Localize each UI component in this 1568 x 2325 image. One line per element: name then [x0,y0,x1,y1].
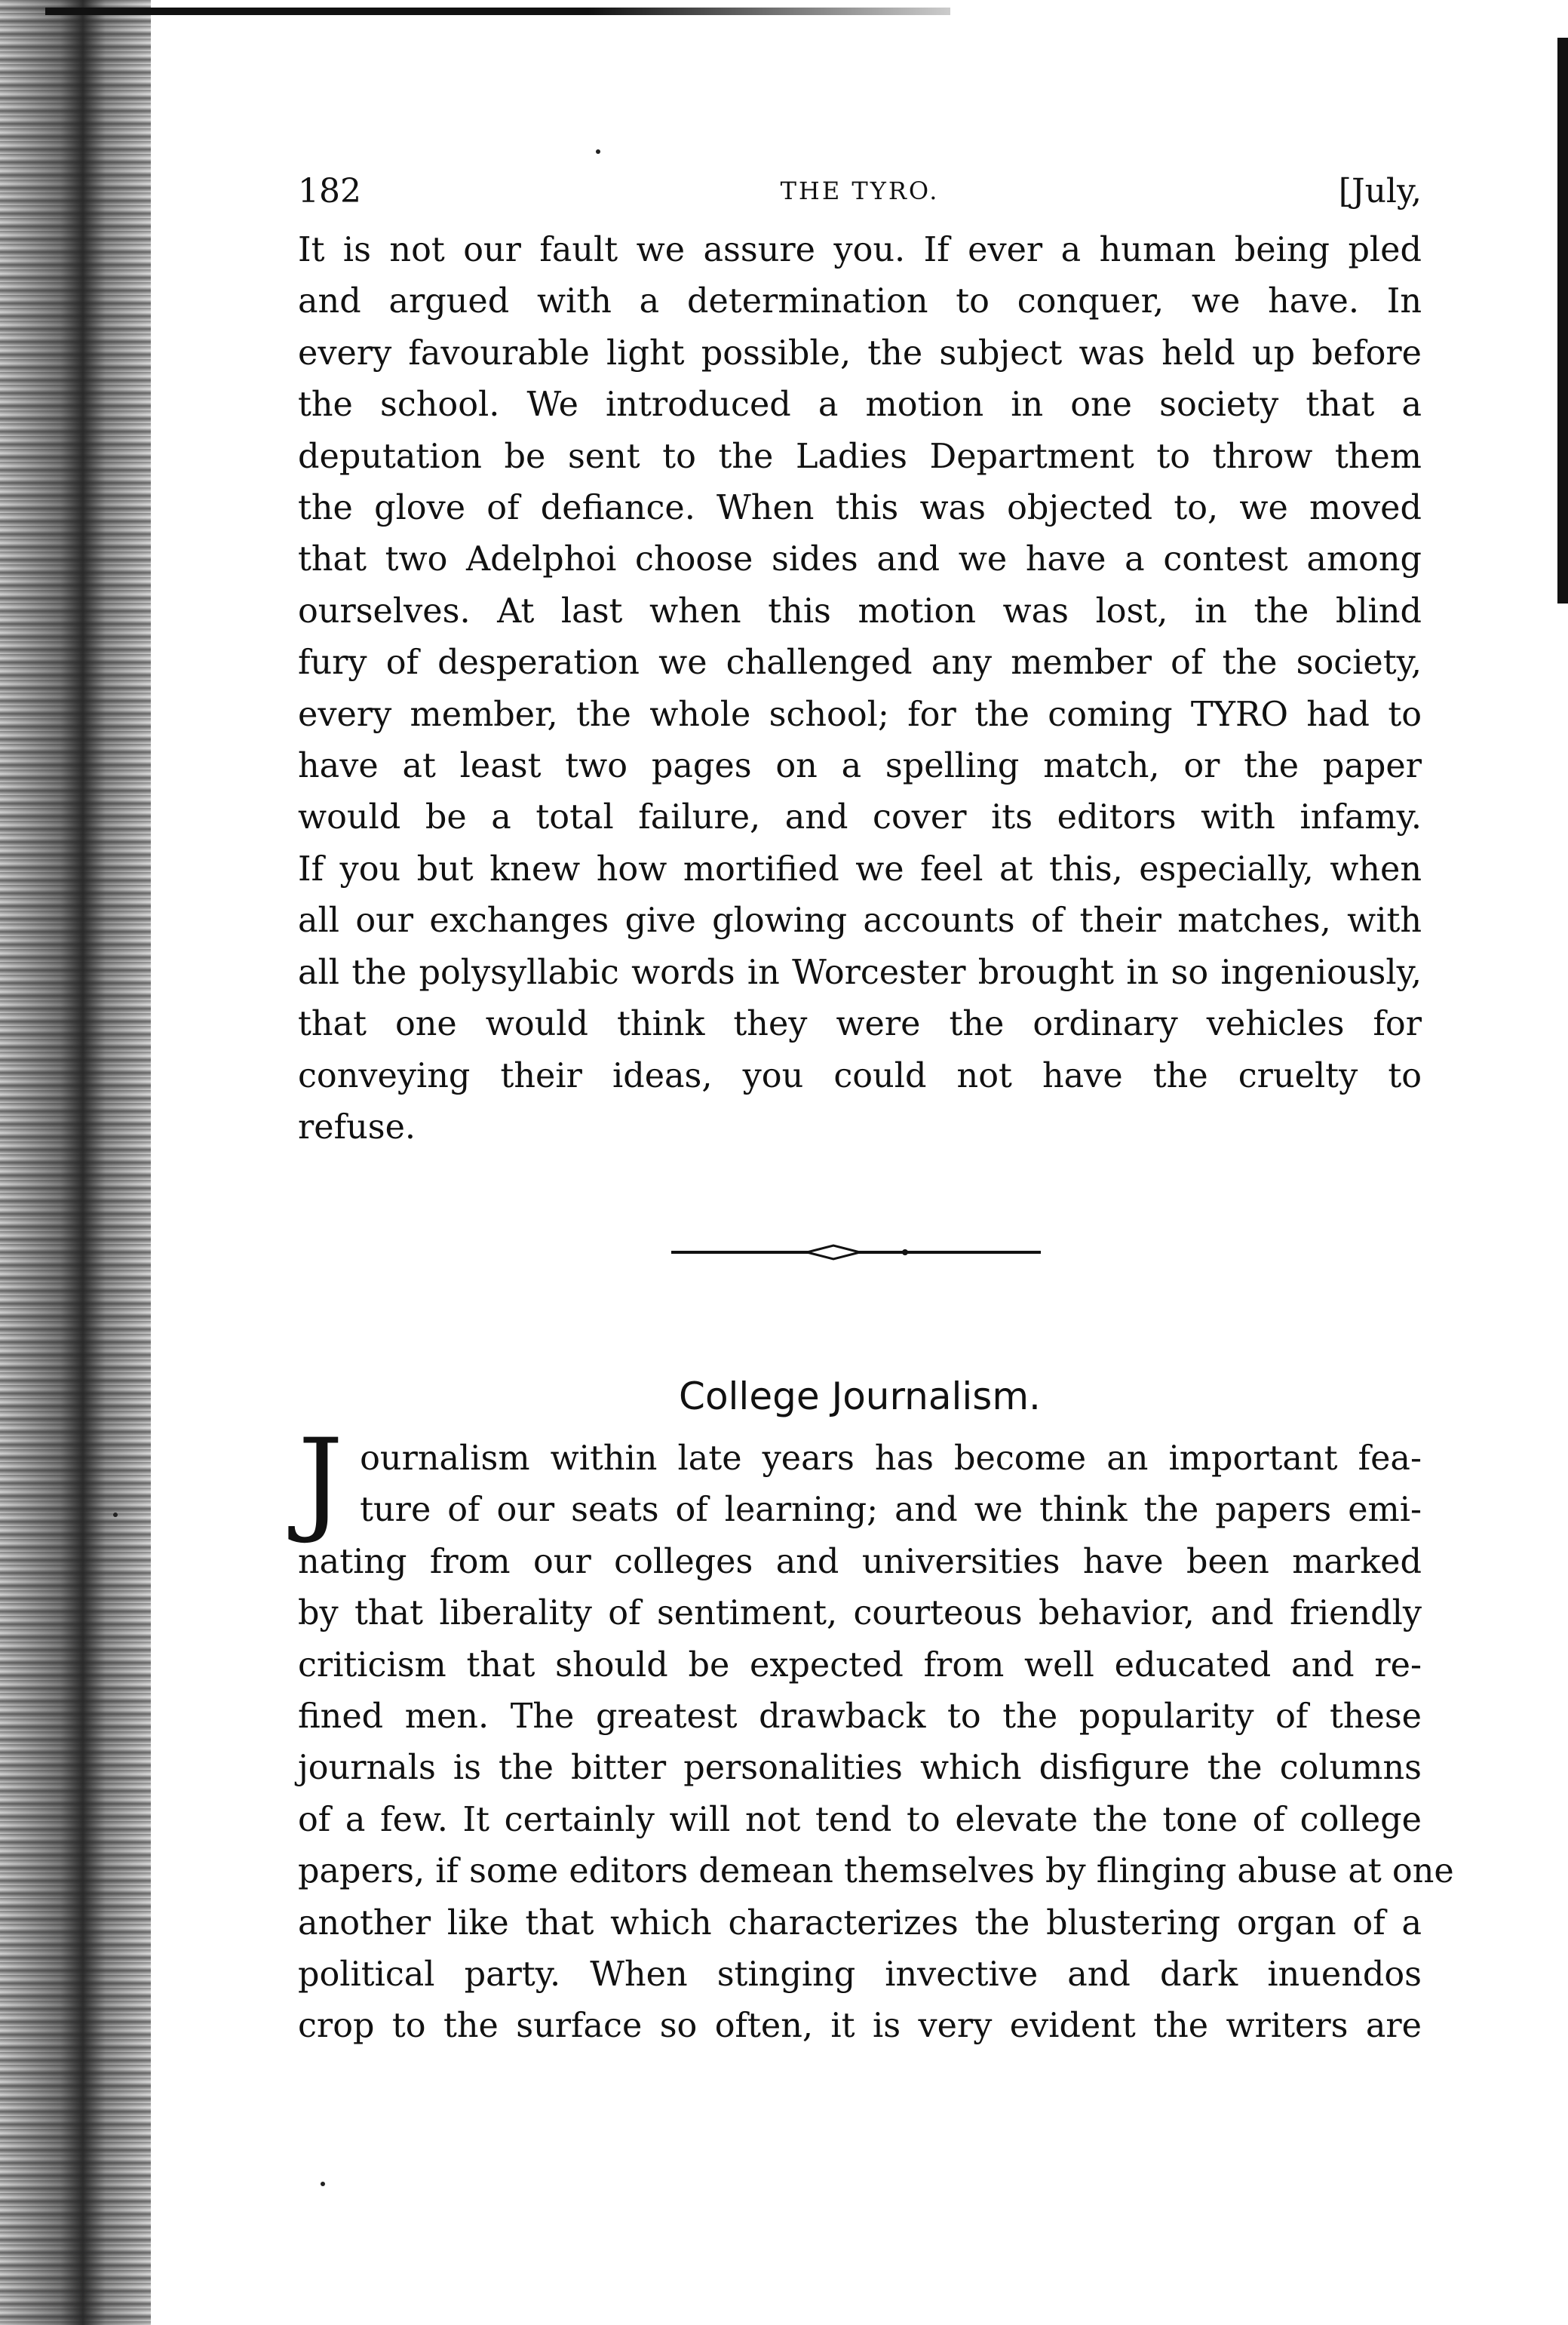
section-divider-ornament [671,1241,1041,1264]
text-line: the glove of defiance. When this was objected to, we moved [298,489,1422,528]
text-line: by that liberality of sentiment, courteous behavior, and friendly [298,1594,1422,1633]
text-line: every favourable light possible, the subject was held up before [298,333,1422,373]
text-line: that one would think they were the ordinary vehicles for [298,1005,1422,1044]
text-line: the school. We introduced a motion in one society that a [298,385,1422,425]
running-title: THE TYRO. [780,177,940,205]
drop-cap: J [298,1415,344,1546]
right-edge-rule [1557,38,1568,604]
text-line: fury of desperation we challenged any member of the society, [298,643,1422,683]
top-edge-rule [45,8,950,15]
text-line: crop to the surface so often, it is very evident the writers are [298,2007,1422,2046]
running-month: [July, [1338,172,1422,210]
article-title: College Journalism. [679,1374,1041,1418]
text-line: It is not our fault we assure you. If ever a human being pled [298,231,1422,269]
text-line: ournalism within late years has become an important fea- [360,1439,1422,1478]
text-line: and argued with a determination to conquer, we have. In [298,282,1422,321]
text-line: conveying their ideas, you could not have the cruelty to [298,1056,1422,1095]
text-line: would be a total failure, and cover its editors with infamy. [298,798,1422,837]
ink-speck [113,1513,118,1517]
text-line: nating from our colleges and universities have been marked [298,1542,1422,1581]
text-line: deputation be sent to the Ladies Department to throw them [298,437,1422,476]
text-line: If you but knew how mortified we feel at this, especially, when [298,849,1422,889]
text-line: that two Adelphoi choose sides and we have a contest among [298,540,1422,579]
text-line: ture of our seats of learning; and we think the papers emi- [360,1491,1422,1530]
text-line: have at least two pages on a spelling match, or the paper [298,747,1422,786]
text-line: criticism that should be expected from well educated and re- [298,1645,1422,1685]
article-body [298,1415,1454,2053]
text-line: all our exchanges give glowing accounts of their matches, with [298,901,1422,941]
text-line: journals is the bitter personalities which disfigure the columns [298,1749,1422,1788]
ink-speck [596,149,600,154]
text-line: of a few. It certainly will not tend to elevate the tone of college [298,1800,1422,1839]
ink-speck [321,2182,325,2186]
running-head [298,172,1422,225]
text-line: political party. When stinging invective and dark inuendos [298,1955,1422,1995]
text-line: refuse. [298,1107,416,1147]
text-line: another like that which characterizes the blustering organ of a [298,1903,1422,1943]
text-line: all the polysyllabic words in Worcester brought in so ingeniously, [298,953,1422,992]
text-line: every member, the whole school; for the coming TYRO had to [298,695,1422,734]
binding-shadow [0,0,151,2325]
text-line: fined men. The greatest drawback to the popularity of these [298,1697,1422,1737]
text-line: ourselves. At last when this motion was lost, in the blind [298,591,1422,631]
paragraph-continued [298,225,1422,1153]
page-number: 182 [298,172,361,210]
text-line: papers, if some editors demean themselves by flinging abuse at one [298,1852,1454,1891]
page-body [298,172,1422,1153]
